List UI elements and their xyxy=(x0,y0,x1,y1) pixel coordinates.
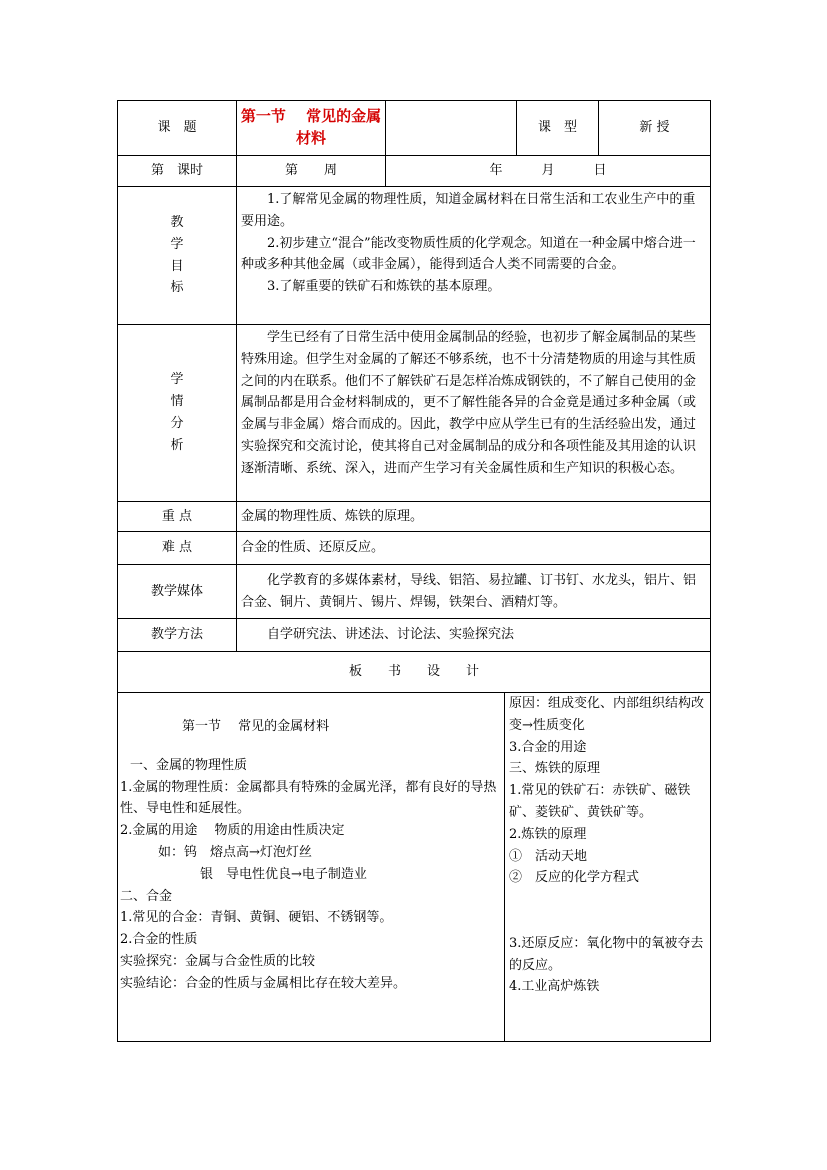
board-line: 2.金属的用途 物质的用途由性质决定 xyxy=(120,823,345,839)
difficulties-label: 难 点 xyxy=(118,532,237,565)
empty-cell xyxy=(386,101,517,156)
board-line: 2.炼铁的原理 xyxy=(509,826,587,842)
goals-label: 教 学 目 标 xyxy=(118,187,237,325)
methods-label: 教学方法 xyxy=(118,619,237,652)
type-label: 课 型 xyxy=(517,101,599,156)
board-heading: 板 书 设 计 xyxy=(118,652,711,693)
board-design-row xyxy=(118,693,711,1042)
board-right-column xyxy=(505,693,711,1042)
key-points-content: 金属的物理性质、炼铁的原理。 xyxy=(237,502,711,532)
board-heading-row xyxy=(118,652,711,693)
board-line: ② 反应的化学方程式 xyxy=(509,870,640,886)
board-line: 1.常见的合金：青铜、黄铜、硬铝、不锈钢等。 xyxy=(120,910,393,926)
goal-item: 2.初步建立“混合”能改变物质性质的化学观念。知道在一种金属中熔合进一种或多种其他金属（或非金属），能得到适合人类不同需要的合金。 xyxy=(241,235,696,273)
board-line: 2.合金的性质 xyxy=(120,932,198,948)
board-line: 银 导电性优良→电子制造业 xyxy=(200,866,367,882)
board-title: 第一节 常见的金属材料 xyxy=(182,719,330,734)
board-line: 三、炼铁的原理 xyxy=(509,761,601,777)
media-row xyxy=(118,565,711,619)
week-label: 第 周 xyxy=(237,156,386,187)
topic-label: 课 题 xyxy=(118,101,237,156)
analysis-content xyxy=(237,325,711,502)
board-left-column xyxy=(118,693,505,1042)
goals-content xyxy=(237,187,711,325)
difficulties-row xyxy=(118,532,711,565)
key-points-row xyxy=(118,502,711,532)
lesson-plan-table xyxy=(117,100,711,1042)
lesson-title: 第一节 常见的金属材料 xyxy=(237,101,386,156)
methods-row xyxy=(118,619,711,652)
goals-row xyxy=(118,187,711,325)
schedule-row xyxy=(118,156,711,187)
board-line: 如：钨 熔点高→灯泡灯丝 xyxy=(158,844,312,860)
board-line: 3.还原反应：氧化物中的氧被夺去的反应。 xyxy=(509,935,704,973)
board-line: 4.工业高炉炼铁 xyxy=(509,979,600,995)
media-content: 化学教育的多媒体素材，导线、铝箔、易拉罐、订书钉、水龙头，铝片、铝合金、铜片、黄铜片、锡片、焊锡，铁架台、酒精灯等。 xyxy=(237,565,711,619)
goal-item: 1.了解常见金属的物理性质，知道金属材料在日常生活和工农业生产中的重要用途。 xyxy=(241,192,696,229)
board-line: 一、金属的物理性质 xyxy=(130,757,248,773)
board-line: 原因：组成变化、内部组织结构改变→性质变化 xyxy=(509,696,705,733)
header-row xyxy=(118,101,711,156)
board-line: 实验结论：合金的性质与金属相比存在较大差异。 xyxy=(120,975,407,991)
analysis-text: 学生已经有了日常生活中使用金属制品的经验，也初步了解金属制品的某些特殊用途。但学生对金属的了解还不够系统，也不十分清楚物质的用途与其性质之间的内在联系。他们不了解铁矿石是怎样冶炼成钢铁的，不了解自己使用的金属制品都是用合金材料制成的，更不了解性能各异的合金竟是通过多种金属（或金属与非金属）熔合而成的。因此，教学中应从学生已有的生活经验出发，通过实验探究和交流讨论，使其将自己对金属制品的成分和各项性能及其用途的认识逐渐清晰、系统、深入，进而产生学习有关金属性质和生产知识的积极心态。 xyxy=(241,330,697,476)
board-line: 1.金属的物理性质：金属都具有特殊的金属光泽，都有良好的导热性、导电性和延展性。 xyxy=(120,779,497,817)
board-line: 实验探究：金属与合金性质的比较 xyxy=(120,953,316,969)
media-label: 教学媒体 xyxy=(118,565,237,619)
lesson-number-label: 第 课时 xyxy=(118,156,237,187)
board-line: ① 活动天地 xyxy=(509,848,588,864)
methods-content: 自学研究法、讲述法、讨论法、实验探究法 xyxy=(237,619,711,652)
type-value: 新 授 xyxy=(599,101,711,156)
board-line: 二、合金 xyxy=(120,888,173,904)
goal-item: 3.了解重要的铁矿石和炼铁的基本原理。 xyxy=(267,279,501,295)
difficulties-content: 合金的性质、还原反应。 xyxy=(237,532,711,565)
date-label: 年 月 日 xyxy=(386,156,711,187)
key-points-label: 重 点 xyxy=(118,502,237,532)
board-line: 3.合金的用途 xyxy=(509,739,587,755)
board-line: 1.常见的铁矿石：赤铁矿、磁铁矿、菱铁矿、黄铁矿等。 xyxy=(509,783,691,820)
analysis-label: 学 情 分 析 xyxy=(118,325,237,502)
analysis-row xyxy=(118,325,711,502)
lesson-plan-page xyxy=(117,100,710,1042)
